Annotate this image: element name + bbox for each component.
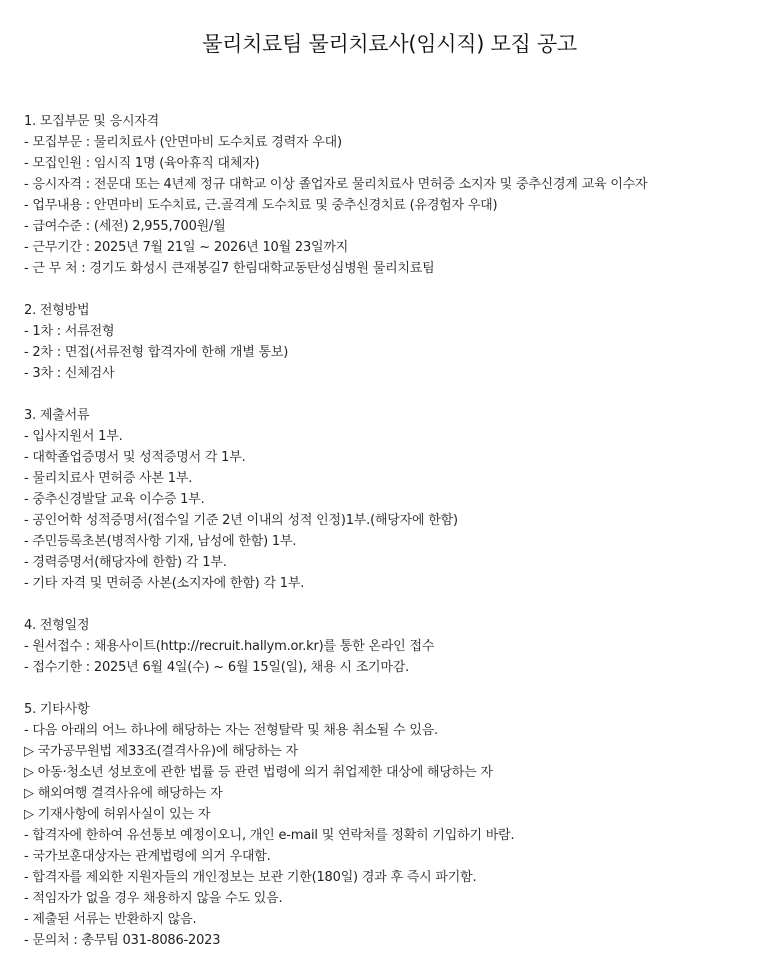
section-line: - 중추신경발달 교육 이수증 1부. [24,492,205,507]
page-title: 물리치료팀 물리치료사(임시직) 모집 공고 [202,32,577,56]
section-heading: 3. 제출서류 [24,408,90,423]
section-line: - 공인어학 성적증명서(접수일 기준 2년 이내의 성적 인정)1부.(해당자에 한함) [24,513,458,528]
notice-section [24,615,764,678]
section-line: - 경력증명서(해당자에 한함) 각 1부. [24,555,227,570]
notice-body [24,111,764,972]
section-line: ▷ 아동·청소년 성보호에 관한 법률 등 관련 법령에 의거 취업제한 대상에 해당하는 자 [24,765,493,780]
section-heading: 5. 기타사항 [24,702,90,717]
notice-section [24,405,764,594]
section-line: - 물리치료사 면허증 사본 1부. [24,471,193,486]
section-line: - 대학졸업증명서 및 성적증명서 각 1부. [24,450,246,465]
section-line: - 주민등록초본(병적사항 기재, 남성에 한함) 1부. [24,534,297,549]
section-line: - 접수기한 : 2025년 6월 4일(수) ~ 6월 15일(일), 채용 시 조기마감. [24,660,410,675]
section-line: - 모집인원 : 임시직 1명 (육아휴직 대체자) [24,156,260,171]
section-line: - 합격자에 한하여 유선통보 예정이오니, 개인 e-mail 및 연락처를 정확히 기입하기 바람. [24,828,515,843]
section-heading: 1. 모집부문 및 응시자격 [24,114,160,129]
section-line: - 3차 : 신체검사 [24,366,115,381]
section-heading: 2. 전형방법 [24,303,90,318]
section-line: ▷ 국가공무원법 제33조(결격사유)에 해당하는 자 [24,744,298,759]
notice-section [24,300,764,384]
notice-section [24,111,764,279]
notice-section [24,699,764,951]
section-line: - 기타 자격 및 면허증 사본(소지자에 한함) 각 1부. [24,576,305,591]
section-line: - 근 무 처 : 경기도 화성시 큰재봉길7 한림대학교동탄성심병원 물리치료팀 [24,261,435,276]
section-line: - 국가보훈대상자는 관계법령에 의거 우대함. [24,849,271,864]
section-line: - 급여수준 : (세전) 2,955,700원/월 [24,219,226,234]
section-line: ▷ 해외여행 결격사유에 해당하는 자 [24,786,223,801]
section-line: - 적임자가 없을 경우 채용하지 않을 수도 있음. [24,891,283,906]
section-line: - 문의처 : 총무팀 031-8086-2023 [24,933,221,948]
section-line: - 1차 : 서류전형 [24,324,115,339]
section-line: - 원서접수 : 채용사이트(http://recruit.hallym.or.kr)를 통한 온라인 접수 [24,639,435,654]
section-line: ▷ 기재사항에 허위사실이 있는 자 [24,807,211,822]
section-line: - 제출된 서류는 반환하지 않음. [24,912,197,927]
section-line: - 합격자를 제외한 지원자들의 개인정보는 보관 기한(180일) 경과 후 즉시 파기함. [24,870,477,885]
section-line: - 입사지원서 1부. [24,429,123,444]
section-line: - 다음 아래의 어느 하나에 해당하는 자는 전형탈락 및 채용 취소될 수 있음. [24,723,438,738]
section-line: - 근무기간 : 2025년 7월 21일 ~ 2026년 10월 23일까지 [24,240,349,255]
section-line: - 응시자격 : 전문대 또는 4년제 정규 대학교 이상 졸업자로 물리치료사 면허증 소지자 및 중추신경계 교육 이수자 [24,177,648,192]
section-line: - 업무내용 : 안면마비 도수치료, 근.골격계 도수치료 및 중추신경치료 (유경험자 우대) [24,198,498,213]
section-heading: 4. 전형일정 [24,618,90,633]
section-line: - 모집부문 : 물리치료사 (안면마비 도수치료 경력자 우대) [24,135,342,150]
section-line: - 2차 : 면접(서류전형 합격자에 한해 개별 통보) [24,345,289,360]
